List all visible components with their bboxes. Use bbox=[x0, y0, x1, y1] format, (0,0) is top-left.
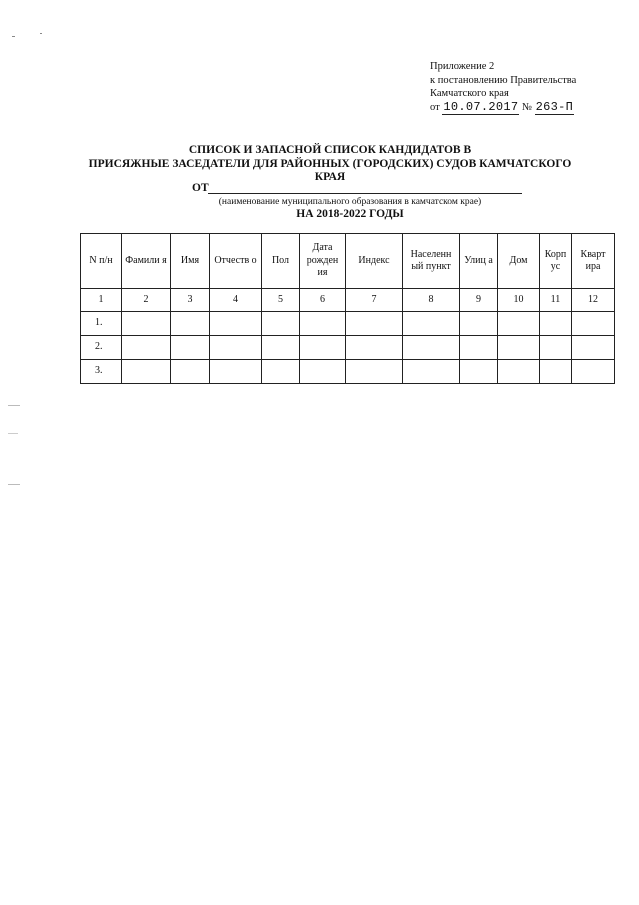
table-cell bbox=[210, 312, 262, 336]
table-cell bbox=[460, 336, 498, 360]
table-cell bbox=[300, 312, 346, 336]
header-cell: N п/н bbox=[81, 234, 122, 289]
title-line-2: ПРИСЯЖНЫЕ ЗАСЕДАТЕЛИ ДЛЯ РАЙОННЫХ (ГОРОДСКИХ) СУДОВ КАМЧАТСКОГО bbox=[88, 157, 572, 170]
table-cell bbox=[346, 360, 403, 384]
column-number: 12 bbox=[572, 289, 615, 312]
table-cell bbox=[540, 336, 572, 360]
row-number: 3. bbox=[81, 360, 122, 384]
header-cell: Имя bbox=[171, 234, 210, 289]
column-number: 7 bbox=[346, 289, 403, 312]
table-cell bbox=[262, 336, 300, 360]
annex-line-3: Камчатского края bbox=[430, 88, 509, 99]
table-cell bbox=[540, 312, 572, 336]
number-sign: № bbox=[521, 101, 532, 113]
table-cell bbox=[262, 312, 300, 336]
header-cell: Дата рожден ия bbox=[300, 234, 346, 289]
column-number: 1 bbox=[81, 289, 122, 312]
table-cell bbox=[460, 360, 498, 384]
table-cell bbox=[498, 336, 540, 360]
row-number: 2. bbox=[81, 336, 122, 360]
table-cell bbox=[122, 360, 171, 384]
table-cell bbox=[171, 336, 210, 360]
header-cell: Улиц а bbox=[460, 234, 498, 289]
column-number: 6 bbox=[300, 289, 346, 312]
table-cell bbox=[171, 360, 210, 384]
header-cell: Населенн ый пункт bbox=[403, 234, 460, 289]
table-header-row bbox=[81, 234, 615, 289]
decree-number: 263-П bbox=[535, 99, 574, 114]
header-cell: Отчеств о bbox=[210, 234, 262, 289]
table-cell bbox=[498, 360, 540, 384]
header-cell: Индекс bbox=[346, 234, 403, 289]
table-cell bbox=[122, 312, 171, 336]
table-row bbox=[81, 360, 615, 384]
annex-line-2: к постановлению Правительства bbox=[430, 74, 577, 86]
from-line bbox=[192, 182, 522, 195]
years-heading: НА 2018-2022 ГОДЫ bbox=[296, 208, 404, 220]
table-cell bbox=[262, 360, 300, 384]
annex-date-line bbox=[430, 101, 630, 115]
table-cell bbox=[346, 336, 403, 360]
date-prefix: от bbox=[430, 101, 440, 113]
table-cell bbox=[346, 312, 403, 336]
title-line-3: КРАЯ bbox=[314, 171, 346, 183]
column-number: 2 bbox=[122, 289, 171, 312]
from-underline bbox=[208, 193, 522, 194]
header-cell: Корп ус bbox=[540, 234, 572, 289]
header-cell: Дом bbox=[498, 234, 540, 289]
scan-speck bbox=[8, 433, 18, 434]
column-number: 9 bbox=[460, 289, 498, 312]
table-cell bbox=[403, 312, 460, 336]
table-cell bbox=[403, 360, 460, 384]
scan-speck bbox=[12, 36, 15, 37]
table-cell bbox=[300, 360, 346, 384]
table-cell bbox=[540, 360, 572, 384]
scan-speck bbox=[40, 33, 42, 34]
table-cell bbox=[300, 336, 346, 360]
annex-line-1: Приложение 2 bbox=[430, 61, 495, 72]
table-cell bbox=[403, 336, 460, 360]
column-number: 5 bbox=[262, 289, 300, 312]
table-cell bbox=[122, 336, 171, 360]
scan-speck bbox=[8, 484, 20, 485]
table-cell bbox=[210, 336, 262, 360]
table-cell bbox=[210, 360, 262, 384]
column-number-row bbox=[81, 289, 615, 312]
candidates-table bbox=[80, 233, 615, 384]
table-cell bbox=[572, 312, 615, 336]
document-title bbox=[70, 144, 590, 185]
column-number: 10 bbox=[498, 289, 540, 312]
table-cell bbox=[572, 336, 615, 360]
table-row bbox=[81, 312, 615, 336]
municipality-note: (наименование муниципального образования в камчатском крае) bbox=[218, 197, 482, 207]
table-cell bbox=[498, 312, 540, 336]
title-line-1: СПИСОК И ЗАПАСНОЙ СПИСОК КАНДИДАТОВ В bbox=[188, 144, 472, 156]
from-label: ОТ bbox=[192, 182, 209, 194]
column-number: 3 bbox=[171, 289, 210, 312]
table-cell bbox=[460, 312, 498, 336]
header-cell: Пол bbox=[262, 234, 300, 289]
column-number: 11 bbox=[540, 289, 572, 312]
decree-date: 10.07.2017 bbox=[443, 99, 519, 114]
annex-block bbox=[430, 60, 630, 114]
column-number: 8 bbox=[403, 289, 460, 312]
column-number: 4 bbox=[210, 289, 262, 312]
scan-speck bbox=[8, 405, 20, 406]
table-cell bbox=[171, 312, 210, 336]
header-cell: Фамили я bbox=[122, 234, 171, 289]
table-row bbox=[81, 336, 615, 360]
header-cell: Кварт ира bbox=[572, 234, 615, 289]
row-number: 1. bbox=[81, 312, 122, 336]
table-cell bbox=[572, 360, 615, 384]
